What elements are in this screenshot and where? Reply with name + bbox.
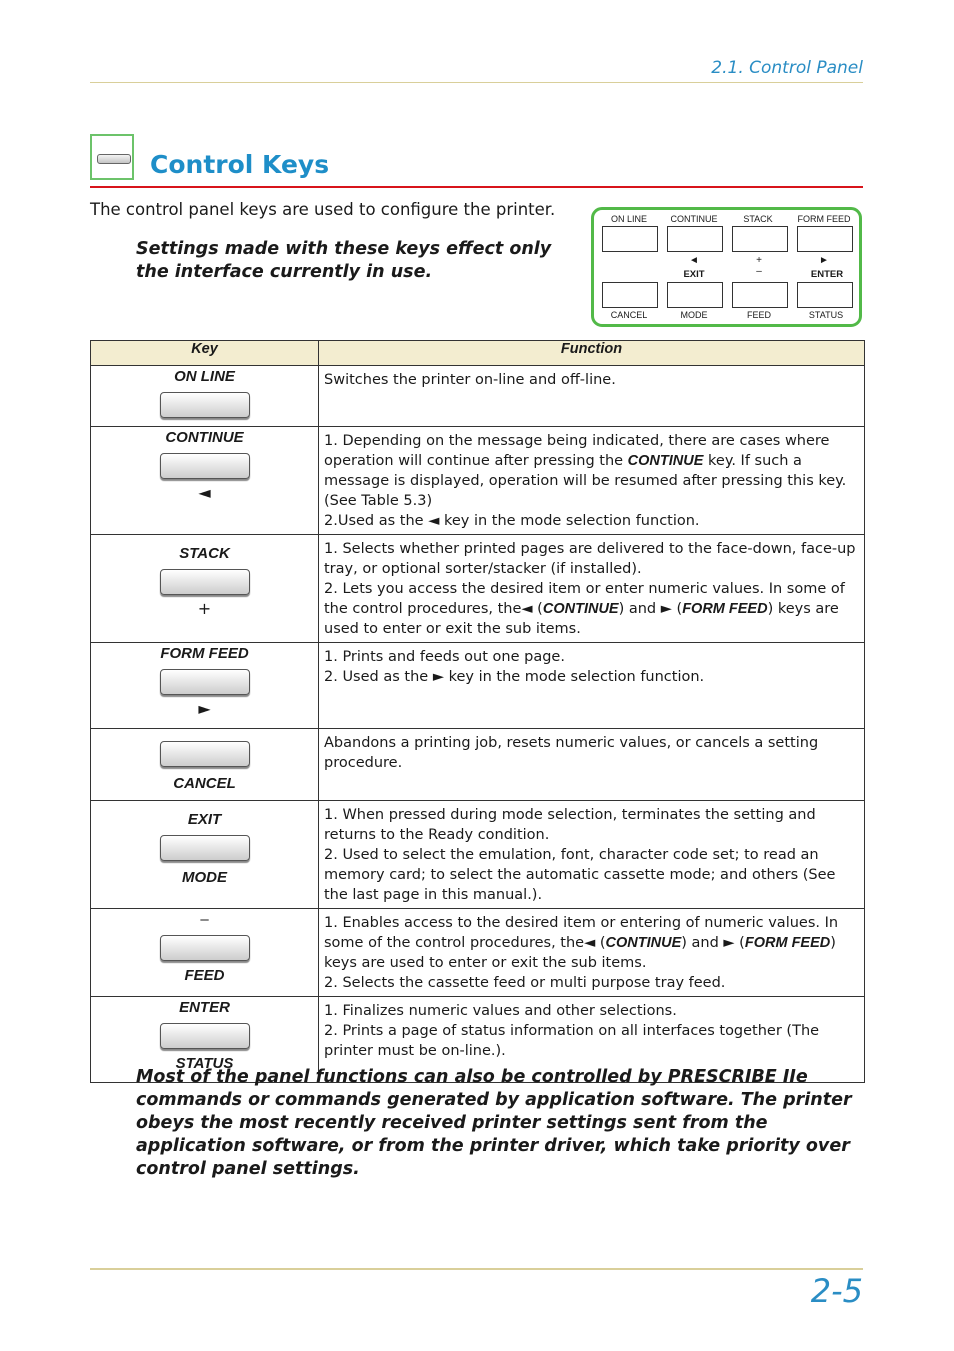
header-rule — [90, 82, 863, 83]
panel-label-exit: EXIT — [683, 269, 705, 280]
key-reference: CONTINUE — [605, 935, 682, 951]
function-text: 1. Prints and feeds out one page. — [324, 649, 565, 665]
panel-key-cancel — [602, 282, 658, 308]
panel-key-feed — [732, 282, 788, 308]
column-header-function: Function — [319, 341, 865, 366]
function-text: Switches the printer on-line and off-line. — [324, 372, 616, 388]
key-cell-online — [91, 366, 319, 427]
text-run: ( — [532, 601, 543, 617]
key-cell-formfeed — [91, 643, 319, 729]
panel-label-online: ON LINE — [610, 214, 647, 224]
panel-label-formfeed: FORM FEED — [797, 214, 851, 224]
function-text: 1. Selects whether printed pages are delivered to the face-down, face-up tray, or optional sorter/stacker (if installed). — [324, 541, 856, 577]
text-run: key in the mode selection function. — [439, 513, 700, 529]
text-run: ) and — [618, 601, 661, 617]
control-keys-table — [90, 340, 865, 1083]
function-text: 1. Finalizes numeric values and other selections. — [324, 1003, 677, 1019]
text-run: ) and — [681, 935, 724, 951]
function-text — [324, 667, 859, 687]
panel-label-enter: ENTER — [810, 269, 844, 280]
left-arrow-icon: ◄ — [428, 513, 440, 529]
column-header-key: Key — [91, 341, 319, 366]
panel-label-stack: STACK — [743, 214, 773, 224]
panel-key-status — [797, 282, 853, 308]
text-run: 2. Used as the — [324, 669, 433, 685]
function-text — [324, 431, 859, 511]
key-cell-cancel — [91, 729, 319, 801]
key-name: CONTINUE — [165, 429, 244, 446]
intro-text: The control panel keys are used to configure the printer. — [90, 200, 556, 219]
function-text — [324, 913, 859, 973]
panel-label-continue: CONTINUE — [670, 214, 718, 224]
right-arrow-icon: ► — [819, 255, 829, 266]
right-arrow-icon: ► — [432, 669, 444, 685]
online-key-button — [160, 392, 250, 418]
feed-key-button — [160, 935, 250, 961]
cancel-key-button — [160, 741, 250, 767]
key-name: ENTER — [179, 999, 230, 1016]
key-reference: CONTINUE — [627, 453, 704, 469]
function-text: 2. Used to select the emulation, font, character code set; to read an memory card; to select the automatic cassette mode; and others (See the last page in this manual.). — [324, 847, 836, 903]
key-icon-frame — [90, 134, 134, 180]
page-title: Control Keys — [150, 150, 330, 179]
key-icon — [97, 154, 131, 164]
text-run: 2. Lets you access the desired item or enter numeric values. In some of the control procedures, the — [324, 581, 845, 617]
priority-note: Most of the panel functions can also be controlled by PRESCRIBE IIe commands or commands generated by application software. The printer obeys the most recently received printer settings sent from the application software, or from the printer driver, which take priority over control panel settings. — [136, 1067, 852, 1179]
table-row — [91, 909, 865, 997]
panel-label-feed: FEED — [746, 310, 771, 320]
text-run: ( — [734, 935, 745, 951]
function-cell — [319, 427, 865, 535]
key-cell-feed — [91, 909, 319, 997]
function-cell — [319, 643, 865, 729]
text-run: key. If such a message is displayed, operation will be resumed after pressing this key. (See Table 5.3) — [324, 453, 847, 509]
function-text: Abandons a printing job, resets numeric values, or cancels a setting procedure. — [324, 735, 819, 771]
text-run: ( — [671, 601, 683, 617]
function-cell — [319, 366, 865, 427]
left-arrow-icon: ◄ — [689, 255, 699, 266]
text-run: 2.Used as the — [324, 513, 429, 529]
key-name: CANCEL — [173, 775, 236, 792]
right-arrow-icon: ► — [723, 935, 735, 951]
note-text: Settings made with these keys effect only the interface currently in use. — [136, 239, 552, 282]
table-row — [91, 366, 865, 427]
key-name: STACK — [179, 545, 230, 562]
function-text — [324, 511, 859, 531]
table-row — [91, 427, 865, 535]
panel-key-continue — [667, 226, 723, 252]
table-row — [91, 643, 865, 729]
key-reference: FORM FEED — [744, 935, 831, 951]
panel-key-formfeed — [797, 226, 853, 252]
key-name: STATUS — [175, 1055, 234, 1072]
key-name: ON LINE — [174, 368, 235, 385]
text-run: ) keys are used to enter or exit the sub items. — [324, 601, 839, 637]
running-header: 2.1. Control Panel — [711, 58, 863, 78]
panel-label-mode: MODE — [680, 310, 708, 320]
function-text: 2. Prints a page of status information on all interfaces together (The printer must be on-line.). — [324, 1023, 820, 1059]
status-key-button — [160, 1023, 250, 1049]
continue-key-button — [160, 453, 250, 479]
control-panel-diagram — [591, 207, 862, 327]
text-run: 1. Depending on the message being indicated, there are cases where operation will continue after pressing the — [324, 433, 830, 469]
table-row — [91, 801, 865, 909]
text-run: key in the mode selection function. — [443, 669, 705, 685]
key-name: EXIT — [187, 811, 222, 828]
text-run: 1. Enables access to the desired item or entering of numeric values. In some of the control procedures, the — [324, 915, 839, 951]
minus-icon: – — [200, 911, 209, 928]
footer-rule — [90, 1268, 863, 1270]
panel-key-online — [602, 226, 658, 252]
key-name: MODE — [182, 869, 227, 886]
left-arrow-icon: ◄ — [521, 601, 533, 617]
function-text: 1. When pressed during mode selection, terminates the setting and returns to the Ready condition. — [324, 807, 816, 843]
plus-icon: + — [756, 255, 762, 266]
formfeed-key-button — [160, 669, 250, 695]
key-cell-stack — [91, 535, 319, 643]
function-cell — [319, 909, 865, 997]
mode-key-button — [160, 835, 250, 861]
key-cell-continue — [91, 427, 319, 535]
function-cell — [319, 801, 865, 909]
page-number: 2-5 — [810, 1272, 863, 1310]
left-arrow-icon: ◄ — [584, 935, 596, 951]
panel-label-status: STATUS — [808, 310, 844, 320]
plus-icon: + — [197, 599, 212, 618]
key-reference: CONTINUE — [542, 601, 619, 617]
key-name: FORM FEED — [160, 645, 249, 662]
key-reference: FORM FEED — [682, 601, 768, 617]
right-arrow-icon: ► — [660, 601, 672, 617]
text-run: ( — [595, 935, 606, 951]
function-text: 2. Selects the cassette feed or multi purpose tray feed. — [324, 975, 726, 991]
function-cell — [319, 535, 865, 643]
left-arrow-icon: ◄ — [198, 483, 211, 502]
right-arrow-icon: ► — [198, 699, 211, 718]
function-text — [324, 579, 859, 639]
table-row — [91, 729, 865, 801]
title-rule — [90, 186, 863, 188]
key-cell-mode — [91, 801, 319, 909]
minus-icon: – — [756, 266, 762, 277]
table-header-row — [91, 341, 865, 366]
panel-label-cancel: CANCEL — [610, 310, 648, 320]
table-row — [91, 535, 865, 643]
text-run: ) keys are used to enter or exit the sub items. — [324, 935, 836, 971]
key-name: FEED — [184, 967, 225, 984]
stack-key-button — [160, 569, 250, 595]
panel-key-mode — [667, 282, 723, 308]
panel-key-stack — [732, 226, 788, 252]
function-cell — [319, 729, 865, 801]
